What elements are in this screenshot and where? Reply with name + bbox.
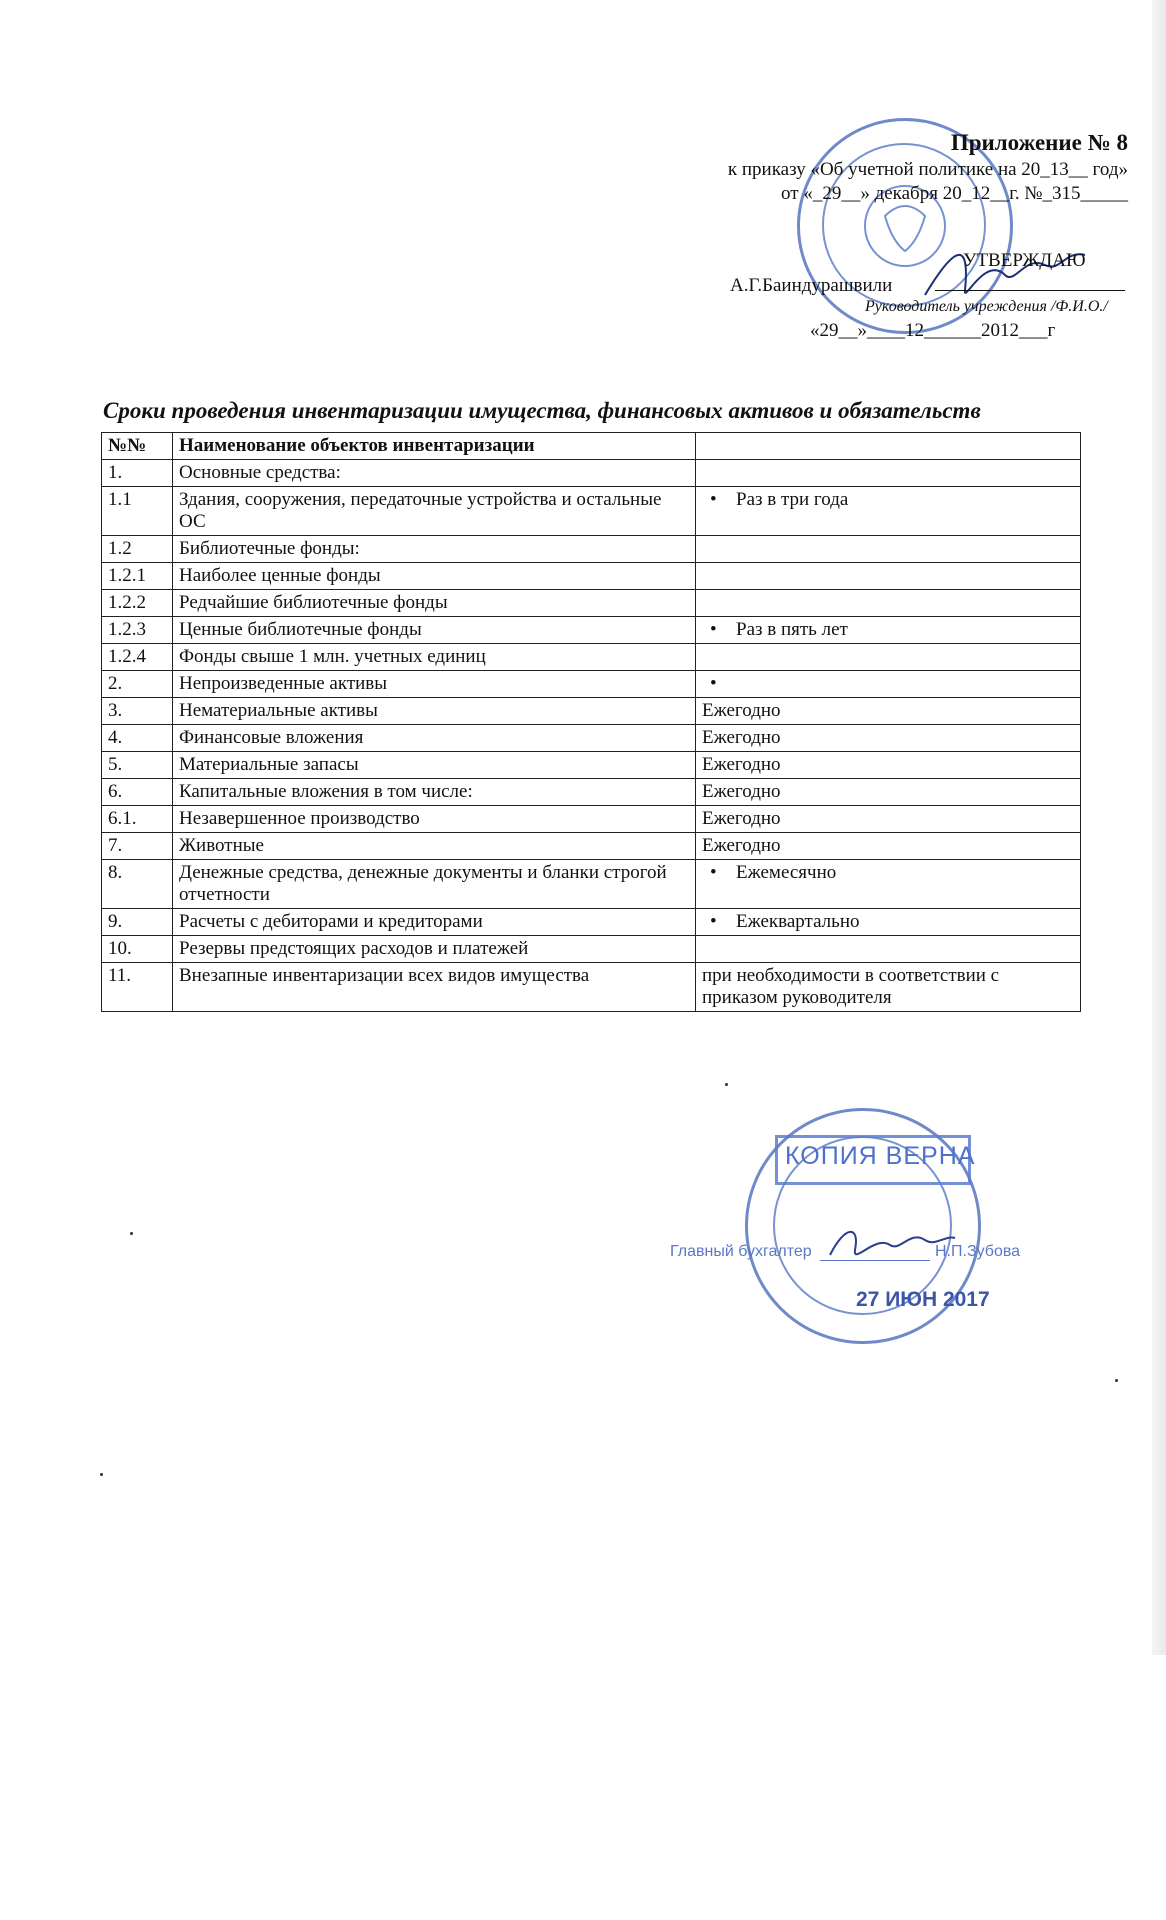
- row-term: [696, 617, 1081, 644]
- row-number: 9.: [102, 909, 173, 936]
- table-row: [102, 909, 1081, 936]
- row-number: 7.: [102, 833, 173, 860]
- row-object-name: Финансовые вложения: [173, 725, 696, 752]
- row-object-name: Основные средства:: [173, 460, 696, 487]
- approver-name: А.Г.Баиндурашвили: [730, 275, 893, 296]
- bullet-icon: •: [710, 911, 717, 932]
- table-row: [102, 833, 1081, 860]
- row-object-name: Наиболее ценные фонды: [173, 563, 696, 590]
- certification-date: 27 ИЮН 2017: [856, 1288, 990, 1311]
- row-number: 10.: [102, 936, 173, 963]
- row-number: 1.2.3: [102, 617, 173, 644]
- row-term: [696, 590, 1081, 617]
- table-row: [102, 487, 1081, 536]
- role-caption: Руководитель учреждения /Ф.И.О./: [865, 298, 1108, 315]
- accountant-name: Н.П.Зубова: [935, 1243, 1021, 1260]
- table-row: [102, 698, 1081, 725]
- order-date: от «_29__» декабря 20_12__г. №_315_____: [781, 183, 1128, 204]
- bullet-icon: •: [710, 673, 717, 694]
- header-number: №№: [102, 433, 173, 460]
- approve-label: УТВЕРЖДАЮ: [963, 250, 1086, 271]
- row-number: 8.: [102, 860, 173, 909]
- order-reference: к приказу «Об учетной политике на 20_13__ год»: [727, 159, 1128, 180]
- row-number: 5.: [102, 752, 173, 779]
- row-term: Ежегодно: [696, 752, 1081, 779]
- table-row: [102, 806, 1081, 833]
- row-number: 6.1.: [102, 806, 173, 833]
- table-row: [102, 860, 1081, 909]
- row-object-name: Незавершенное производство: [173, 806, 696, 833]
- table-row: [102, 590, 1081, 617]
- accountant-signature-icon: [820, 1220, 960, 1270]
- row-term: Ежегодно: [696, 806, 1081, 833]
- row-object-name: Нематериальные активы: [173, 698, 696, 725]
- row-number: 1.2.1: [102, 563, 173, 590]
- scan-speck: [725, 1083, 728, 1086]
- bullet-icon: •: [710, 489, 717, 510]
- table-row: [102, 536, 1081, 563]
- row-number: 3.: [102, 698, 173, 725]
- term-text: Раз в пять лет: [736, 619, 848, 640]
- row-number: 1.2.4: [102, 644, 173, 671]
- row-object-name: Капитальные вложения в том числе:: [173, 779, 696, 806]
- row-term: при необходимости в соответствии с приказом руководителя: [696, 963, 1081, 1012]
- table-row: [102, 725, 1081, 752]
- header-term: [696, 433, 1081, 460]
- row-object-name: Денежные средства, денежные документы и бланки строгой отчетности: [173, 860, 696, 909]
- row-term: [696, 460, 1081, 487]
- row-term: Ежегодно: [696, 779, 1081, 806]
- scan-speck: [100, 1473, 103, 1476]
- copy-certified-text: КОПИЯ ВЕРНА: [785, 1142, 976, 1170]
- row-term: Ежегодно: [696, 698, 1081, 725]
- scan-speck: [130, 1232, 133, 1235]
- row-number: 4.: [102, 725, 173, 752]
- scan-margin: [0, 1655, 1166, 1920]
- signature-line: [935, 290, 1125, 291]
- page-edge: [1152, 0, 1166, 1655]
- bullet-icon: •: [710, 862, 717, 883]
- row-object-name: Животные: [173, 833, 696, 860]
- approval-date: «29__»____12______2012___г: [810, 320, 1056, 341]
- row-object-name: Библиотечные фонды:: [173, 536, 696, 563]
- table-row: [102, 460, 1081, 487]
- row-term: [696, 909, 1081, 936]
- row-object-name: Здания, сооружения, передаточные устройства и остальные ОС: [173, 487, 696, 536]
- row-object-name: Материальные запасы: [173, 752, 696, 779]
- term-text: Раз в три года: [736, 489, 849, 510]
- row-number: 1.2: [102, 536, 173, 563]
- bullet-icon: •: [710, 619, 717, 640]
- scan-speck: [1115, 1379, 1118, 1382]
- row-number: 6.: [102, 779, 173, 806]
- document-title: Сроки проведения инвентаризации имущества, финансовых активов и обязательств: [103, 398, 981, 423]
- row-number: 1.2.2: [102, 590, 173, 617]
- row-number: 2.: [102, 671, 173, 698]
- row-object-name: Непроизведенные активы: [173, 671, 696, 698]
- header-object-name: Наименование объектов инвентаризации: [173, 433, 696, 460]
- appendix-title: Приложение № 8: [950, 130, 1128, 155]
- row-term: [696, 644, 1081, 671]
- table-row: [102, 779, 1081, 806]
- row-term: [696, 860, 1081, 909]
- table-row: [102, 752, 1081, 779]
- table-row: [102, 617, 1081, 644]
- table-header-row: [102, 433, 1081, 460]
- table-row: [102, 936, 1081, 963]
- row-term: [696, 563, 1081, 590]
- row-object-name: Резервы предстоящих расходов и платежей: [173, 936, 696, 963]
- inventory-table: [101, 432, 1081, 1012]
- row-object-name: Ценные библиотечные фонды: [173, 617, 696, 644]
- row-term: Ежегодно: [696, 833, 1081, 860]
- row-object-name: Фонды свыше 1 млн. учетных единиц: [173, 644, 696, 671]
- table-row: [102, 563, 1081, 590]
- table-row: [102, 644, 1081, 671]
- table-row: [102, 671, 1081, 698]
- accountant-label: Главный бухгалтер: [670, 1243, 812, 1260]
- term-text: Ежеквартально: [736, 911, 860, 932]
- row-term: [696, 671, 1081, 698]
- row-number: 1.1: [102, 487, 173, 536]
- term-text: Ежемесячно: [736, 862, 837, 883]
- row-term: Ежегодно: [696, 725, 1081, 752]
- row-object-name: Внезапные инвентаризации всех видов имущества: [173, 963, 696, 1012]
- row-number: 11.: [102, 963, 173, 1012]
- table-row: [102, 963, 1081, 1012]
- row-object-name: Расчеты с дебиторами и кредиторами: [173, 909, 696, 936]
- row-term: [696, 536, 1081, 563]
- row-term: [696, 487, 1081, 536]
- row-number: 1.: [102, 460, 173, 487]
- approval-header: [568, 128, 1128, 206]
- row-term: [696, 936, 1081, 963]
- row-object-name: Редчайшие библиотечные фонды: [173, 590, 696, 617]
